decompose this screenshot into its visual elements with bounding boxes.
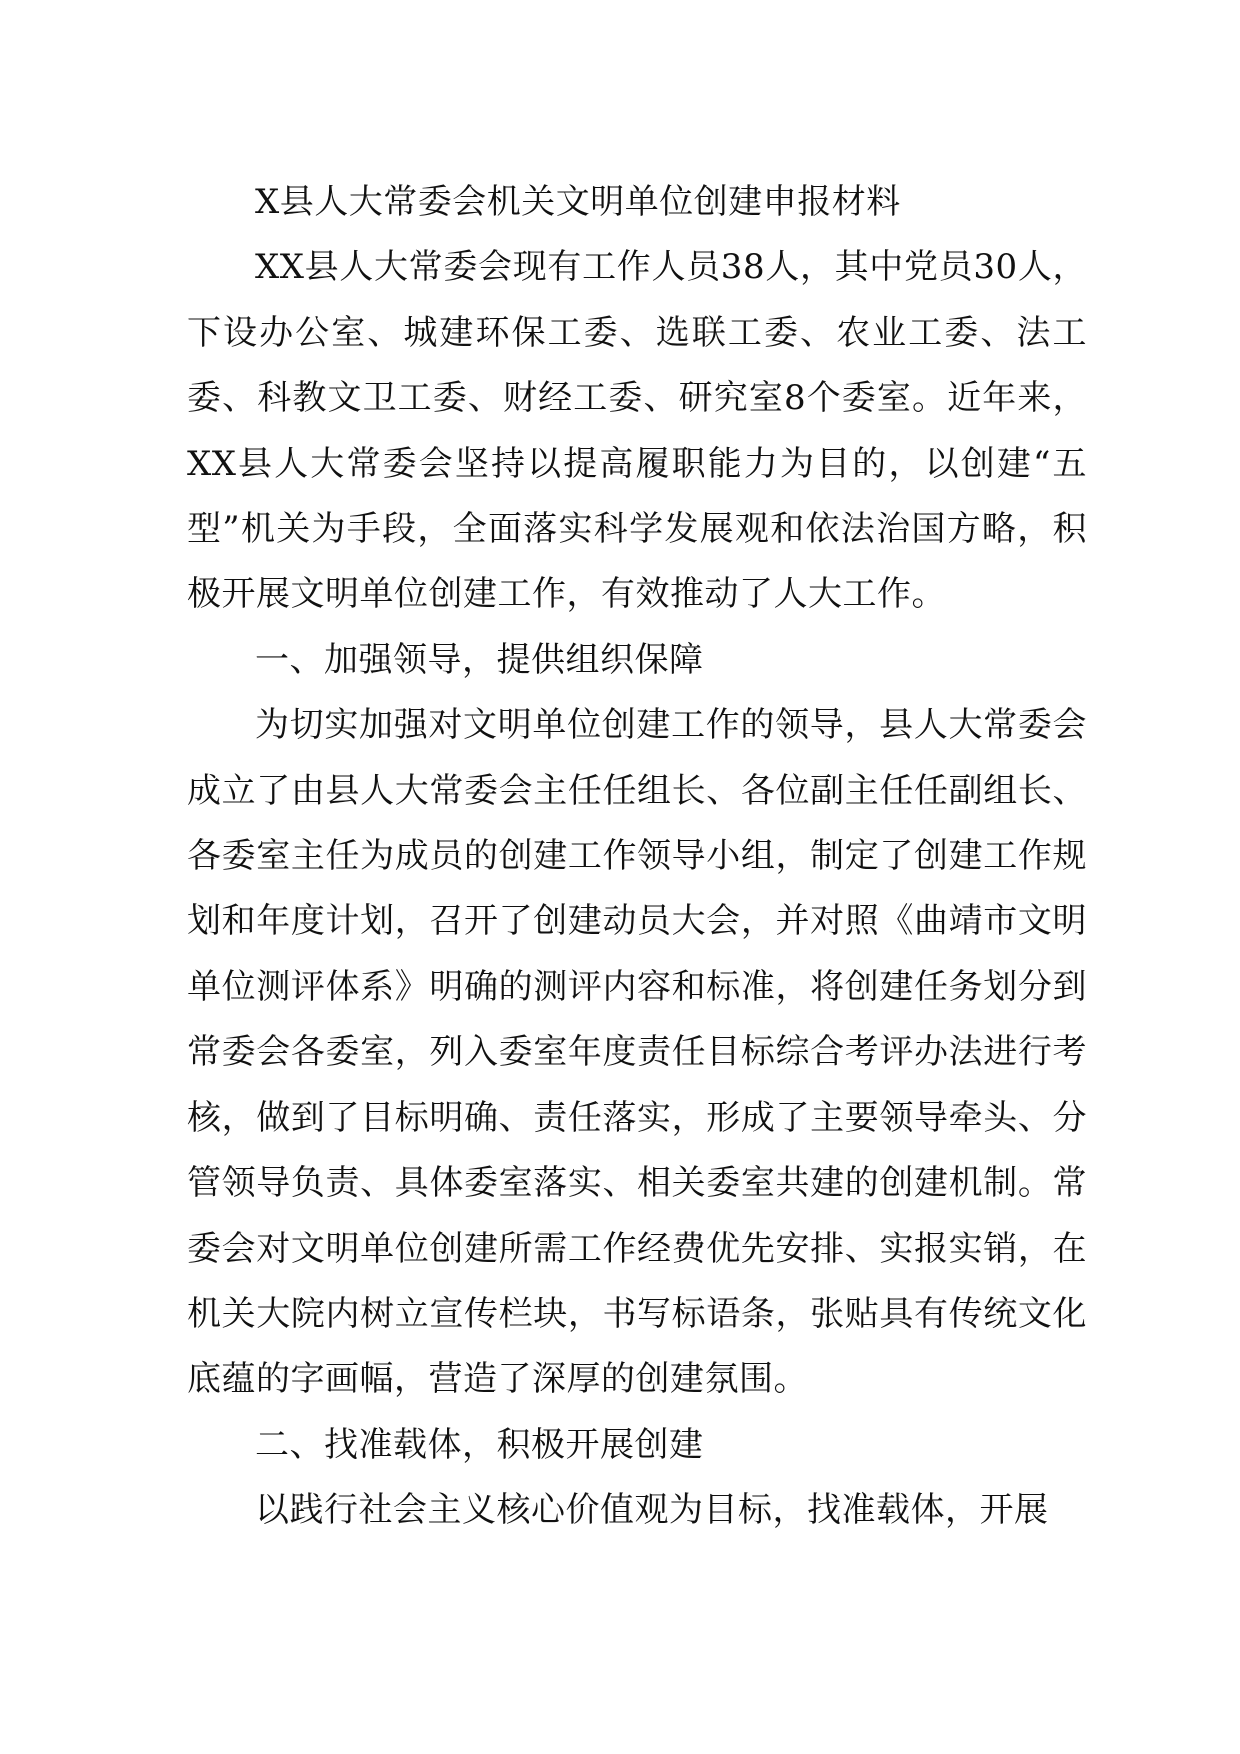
paragraph-section-1: 为切实加强对文明单位创建工作的领导，县人大常委会成立了由县人大常委会主任任组长、各位副主任任副组长、各委室主任为成员的创建工作领导小组，制定了创建工作规划和年度计划，召开了创建动员大会，并对照《曲靖市文明单位测评体系》明确的测评内容和标准，将创建任务划分到常委会各委室，列入委室年度责任目标综合考评办法进行考核，做到了目标明确、责任落实，形成了主要领导牵头、分管领导负责、具体委室落实、相关委室共建的创建机制。常委会对文明单位创建所需工作经费优先安排、实报实销，在机关大院内树立宣传栏块，书写标语条，张贴具有传统文化底蕴的字画幅，营造了深厚的创建氛围。 bbox=[187, 705, 1087, 1400]
document-title: X县人大常委会机关文明单位创建申报材料 bbox=[255, 182, 901, 222]
document-body bbox=[187, 170, 1087, 1544]
paragraph-intro: XX县人大常委会现有工作人员38人，其中党员30人，下设办公室、城建环保工委、选联工委、农业工委、法工委、科教文卫工委、财经工委、研究室8个委室。近年来，XX县人大常委会坚持以提高履职能力为目的，以创建“五型”机关为手段，全面落实科学发展观和依法治国方略，积极开展文明单位创建工作，有效推动了人大工作。 bbox=[187, 247, 1087, 615]
paragraph-section-2: 以践行社会主义核心价值观为目标，找准载体，开展 bbox=[255, 1490, 1049, 1531]
section-heading-2: 二、找准载体，积极开展创建 bbox=[255, 1424, 704, 1465]
section-heading-1: 一、加强领导，提供组织保障 bbox=[255, 639, 704, 680]
